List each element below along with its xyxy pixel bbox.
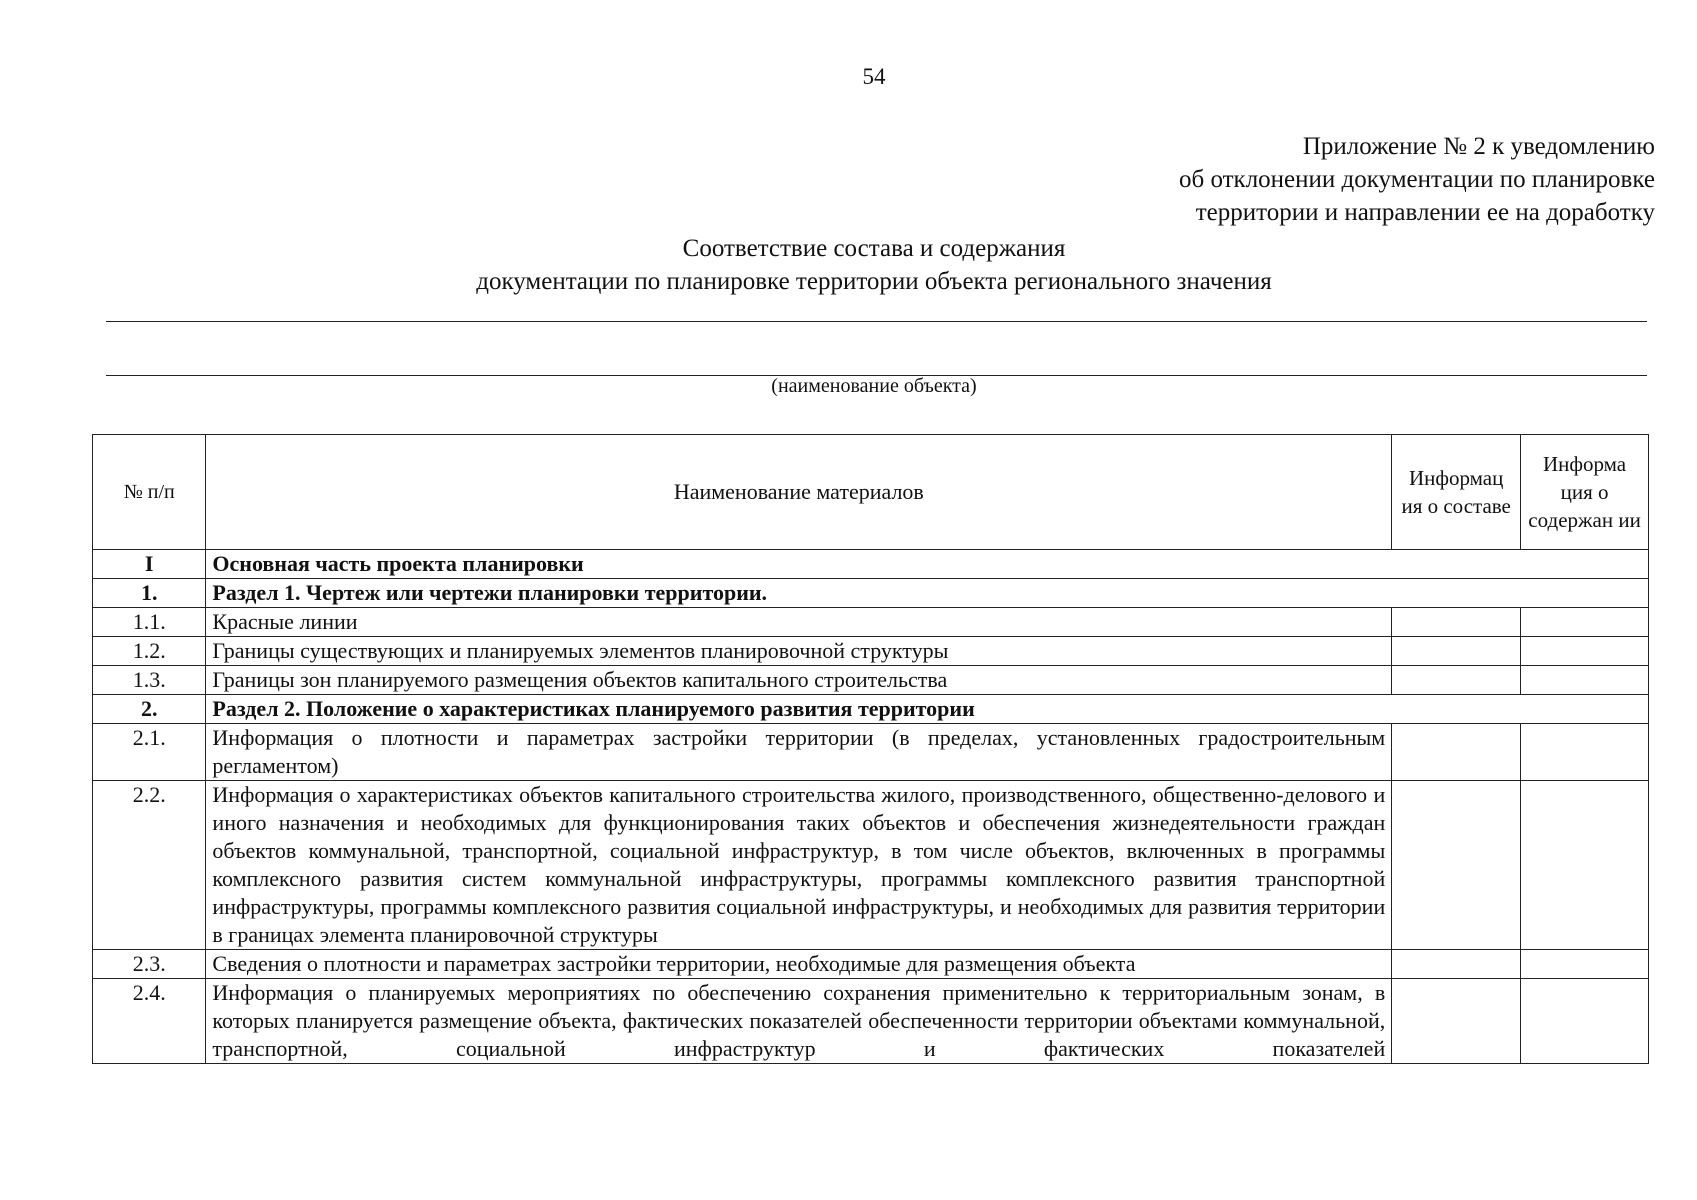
row-num: 2.3. [93,950,206,979]
row-num: 2.1. [93,724,206,781]
row-name: Информация о планируемых мероприятиях по обеспечению сохранения применительно к территориальным зонам, в которых планируется размещение объекта, фактических показателей обеспеченности территории объектами коммунальной, транспортной, социальной инфраструктур и фактических показателей [206,979,1392,1064]
row-content-cell[interactable] [1521,666,1649,695]
row-num: I [93,550,206,579]
row-name: Сведения о плотности и параметрах застройки территории, необходимые для размещения объекта [206,950,1392,979]
row-composition-cell[interactable] [1392,781,1521,950]
row-composition-cell[interactable] [1392,979,1521,1064]
appendix-note [1179,130,1655,229]
materials-table [92,434,1649,1064]
object-name-line-1 [106,321,1647,322]
row-content-cell[interactable] [1521,637,1649,666]
row-num: 2. [93,695,206,724]
row-content-cell[interactable] [1521,608,1649,637]
row-num: 1.2. [93,637,206,666]
appendix-line-2: об отклонении документации по планировке [1178,166,1655,193]
row-content-cell[interactable] [1521,979,1649,1064]
row-name: Раздел 2. Положение о характеристиках планируемого развития территории [206,695,1649,724]
table-row [93,781,1649,950]
row-composition-cell[interactable] [1392,950,1521,979]
table-row [93,608,1649,637]
row-num: 1.3. [93,666,206,695]
table-row [93,950,1649,979]
row-num: 1. [93,579,206,608]
row-name: Информация о характеристиках объектов капитального строительства жилого, производственного, общественно-делового и иного назначения и необходимых для функционирования таких объектов и обеспечения жизнедеятельности граждан объектов коммунальной, транспортной, социальной инфраструктур, в том числе объектов, включенных в программы комплексного развития систем коммунальной инфраструктуры, программы комплексного развития транспортной инфраструктуры, программы комплексного развития социальной инфраструктуры, и необходимых для развития территории в границах элемента планировочной структуры [206,781,1392,950]
row-content-cell[interactable] [1521,950,1649,979]
appendix-line-1: Приложение № 2 к уведомлению [1302,133,1655,160]
header-name: Наименование материалов [206,435,1392,550]
table-row [93,666,1649,695]
row-composition-cell[interactable] [1392,637,1521,666]
row-name: Границы существующих и планируемых элементов планировочной структуры [206,637,1392,666]
row-composition-cell[interactable] [1392,724,1521,781]
row-num: 1.1. [93,608,206,637]
object-name-caption: (наименование объекта) [771,375,977,397]
row-name: Информация о плотности и параметрах застройки территории (в пределах, установленных градостроительным регламентом) [206,724,1392,781]
row-content-cell[interactable] [1521,724,1649,781]
row-num: 2.2. [93,781,206,950]
table-row [93,637,1649,666]
header-composition: Информац ия о составе [1392,435,1521,550]
table-row [93,979,1649,1064]
header-content: Информа ция о содержан ии [1521,435,1649,550]
table-row [93,724,1649,781]
table-row [93,695,1649,724]
table-row [93,550,1649,579]
table-row [93,579,1649,608]
row-name: Красные линии [206,608,1392,637]
document-title [0,232,1697,298]
row-composition-cell[interactable] [1392,666,1521,695]
row-name: Границы зон планируемого размещения объектов капитального строительства [206,666,1392,695]
row-name: Основная часть проекта планировки [206,550,1649,579]
row-name: Раздел 1. Чертеж или чертежи планировки территории. [206,579,1649,608]
table-header-row [93,435,1649,550]
appendix-line-3: территории и направлении ее на доработку [1195,199,1655,226]
page-number: 54 [862,64,886,89]
title-line-2: документации по планировке территории объекта регионального значения [476,268,1272,295]
title-line-1: Соответствие состава и содержания [682,235,1066,262]
row-composition-cell[interactable] [1392,608,1521,637]
row-num: 2.4. [93,979,206,1064]
header-num: № п/п [93,435,206,550]
row-content-cell[interactable] [1521,781,1649,950]
